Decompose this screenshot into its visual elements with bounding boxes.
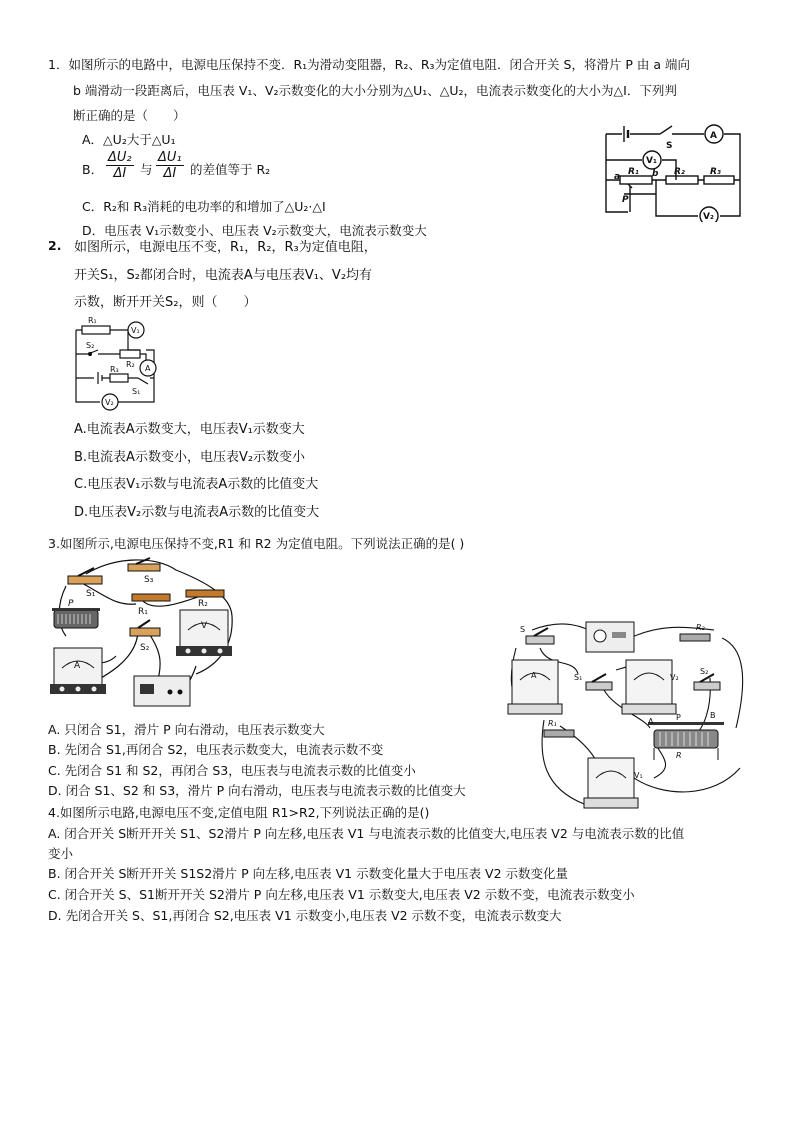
- q1-fraction-du1-di: [156, 150, 184, 181]
- q1-stem-line3: 断正确的是（ ）: [73, 108, 186, 123]
- q3-option-a: A. 只闭合 S1，滑片 P 向右滑动，电压表示数变大: [48, 722, 325, 737]
- q4-switch-s: [526, 628, 554, 644]
- q1-option-c: C．R₂和 R₃消耗的电功率的和增加了△U₂·△I: [82, 199, 326, 214]
- q2-option-c: C.电压表V₁示数与电流表A示数的比值变大: [74, 477, 319, 492]
- q4-voltmeter-v2: [622, 660, 676, 714]
- q4-option-c: C. 闭合开关 S、S1断开开关 S2滑片 P 向左移,电压表 V1 示数变大,电压表 V2 示数不变，电流表示数变小: [48, 887, 635, 902]
- q2-label-v2: V₂: [105, 398, 114, 407]
- q4-label-p: P: [676, 713, 681, 722]
- q3-circuit-photo: [46, 556, 246, 716]
- q3-switch-s1: [68, 568, 102, 584]
- q4-switch-s2: [694, 674, 720, 690]
- q2-label-s2: S₂: [86, 341, 95, 350]
- q1-circuit-diagram: [600, 122, 748, 222]
- q4-option-a-line1: A. 闭合开关 S断开开关 S1、S2滑片 P 向左移,电压表 V1 与电流表示数的比值变大,电压表 V2 与电流表示数的比值: [48, 826, 685, 841]
- q1-fraction-num1: ΔU₂: [108, 150, 132, 165]
- q4-label-s1: S₁: [574, 673, 583, 682]
- q3-label-v: V: [201, 621, 208, 631]
- q4-option-a-line2: 变小: [48, 846, 74, 861]
- q2-label-v1: V₁: [131, 326, 140, 335]
- q4-label-a: A: [531, 671, 537, 680]
- q1-label-s: S: [666, 141, 673, 151]
- q2-option-b: B.电流表A示数变小，电压表V₂示数变小: [74, 450, 306, 465]
- q3-battery-box: [134, 676, 190, 706]
- q3-voltmeter: [176, 610, 232, 656]
- q1-option-d: D．电压表 V₁示数变小、电压表 V₂示数变大，电流表示数变大: [82, 223, 427, 238]
- q2-number: 2.: [48, 238, 62, 253]
- q1-label-v2: V₂: [703, 212, 714, 222]
- q3-label-a: A: [74, 661, 81, 671]
- q3-label-s1: S₁: [86, 589, 96, 599]
- q2-label-r2: R₂: [126, 360, 135, 369]
- q4-rheostat: [648, 722, 724, 760]
- q1-label-v1: V₁: [646, 156, 657, 166]
- q1-label-a: A: [710, 131, 717, 141]
- q4-label-v2: V₂: [670, 673, 679, 682]
- q4-label-r2: R₂: [696, 623, 705, 632]
- q2-label-r3: R₃: [110, 365, 119, 374]
- q3-label-r2: R₂: [198, 599, 208, 609]
- q3-rheostat: [52, 608, 100, 628]
- q1-option-a: A．△U₂大于△U₁: [82, 132, 176, 147]
- q1-label-a-end: a: [614, 172, 621, 182]
- q1-fraction-den1: ΔI: [113, 166, 127, 181]
- q1-label-r2: R₂: [674, 167, 685, 177]
- q4-stem: 4.如图所示电路,电源电压不变,定值电阻 R1>R2,下列说法正确的是(): [48, 805, 430, 820]
- q1-option-b-prefix: B．: [82, 162, 104, 177]
- q1-label-b-end: b: [652, 169, 659, 179]
- q2-circuit-diagram: [70, 312, 162, 412]
- q4-label-pa: A: [648, 717, 654, 726]
- q3-resistor-r1: [132, 594, 170, 601]
- q2-option-a: A.电流表A示数变大，电压表V₁示数变大: [74, 422, 305, 437]
- q3-option-d: D. 闭合 S1、S2 和 S3，滑片 P 向右滑动，电压表与电流表示数的比值变大: [48, 783, 466, 798]
- q3-option-b: B. 先闭合 S1,再闭合 S2，电压表示数变大，电流表示数不变: [48, 742, 384, 757]
- q3-stem: 3.如图所示,电源电压保持不变,R1 和 R2 为定值电阻。下列说法正确的是( ): [48, 536, 465, 551]
- q4-option-d: D. 先闭合开关 S、S1,再闭合 S2,电压表 V1 示数变小,电压表 V2 示数不变，电流表示数变大: [48, 908, 562, 923]
- q4-label-pb: B: [710, 711, 716, 720]
- q3-option-c: C. 先闭合 S1 和 S2，再闭合 S3，电压表与电流表示数的比值变小: [48, 763, 416, 778]
- q4-voltmeter-v1: [584, 758, 638, 808]
- q4-label-r: R: [676, 751, 682, 760]
- q4-label-v1: V₁: [634, 771, 643, 780]
- q4-resistor-r2: [680, 634, 710, 641]
- q4-label-s2: S₂: [700, 667, 709, 676]
- q2-label-a: A: [145, 364, 151, 373]
- q4-label-r1: R₁: [548, 719, 557, 728]
- q3-label-s2: S₂: [140, 643, 150, 653]
- q1-stem-line2: b 端滑动一段距离后，电压表 V₁、V₂示数变化的大小分别为△U₁、△U₂，电流表示数变化的大小为△I．下列判: [73, 83, 677, 98]
- q3-ammeter: [50, 648, 106, 694]
- q2-stem-line1: 如图所示，电源电压不变，R₁，R₂，R₃为定值电阻，: [74, 240, 377, 255]
- q1-label-r1: R₁: [628, 167, 639, 177]
- q3-label-s3: S₃: [144, 575, 154, 585]
- q1-label-r3: R₃: [710, 167, 721, 177]
- q1-fraction-num2: ΔU₁: [158, 150, 182, 165]
- q1-option-b-mid: 与: [140, 162, 153, 177]
- q1-fraction-du2-di: [106, 150, 134, 181]
- q4-option-b: B. 闭合开关 S断开开关 S1S2滑片 P 向左移,电压表 V1 示数变化量大于电压表 V2 示数变化量: [48, 866, 569, 881]
- q4-ammeter: [508, 660, 562, 714]
- q2-stem-line2: 开关S₁，S₂都闭合时，电流表A与电压表V₁、V₂均有: [74, 268, 373, 283]
- q3-label-p: P: [68, 599, 74, 609]
- q4-switch-s1: [586, 674, 612, 690]
- q4-power-supply: [586, 622, 634, 652]
- q1-fraction-den2: ΔI: [163, 166, 177, 181]
- q2-option-d: D.电压表V₂示数与电流表A示数的比值变大: [74, 505, 320, 520]
- q1-option-b-suffix: 的差值等于 R₂: [190, 162, 271, 177]
- q3-resistor-r2: [186, 590, 224, 597]
- q2-label-s1: S₁: [132, 387, 141, 396]
- q4-resistor-r1: [544, 730, 574, 737]
- q3-switch-s2: [130, 620, 160, 636]
- q2-label-r1: R₁: [88, 316, 97, 325]
- q1-label-p: P: [622, 195, 629, 205]
- q4-label-s: S: [520, 625, 526, 634]
- q3-label-r1: R₁: [138, 607, 148, 617]
- q4-circuit-photo: [504, 618, 756, 812]
- q1-stem-line1: 1．如图所示的电路中，电源电压保持不变．R₁为滑动变阻器，R₂、R₃为定值电阻．闭合开关 S，将滑片 P 由 a 端向: [48, 57, 691, 72]
- q2-stem-line3: 示数，断开开关S₂，则（ ）: [74, 295, 257, 310]
